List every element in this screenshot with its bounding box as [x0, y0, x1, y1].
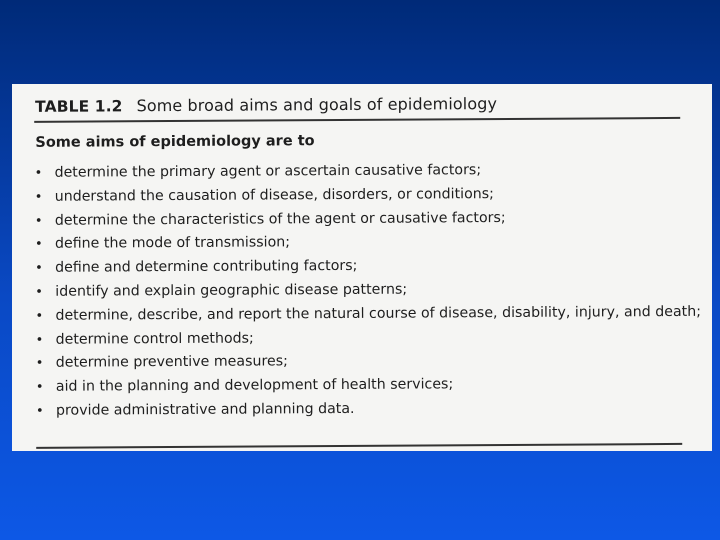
bullet-icon: • [35, 308, 44, 324]
bullet-icon: • [35, 284, 43, 300]
list-item-text: aid in the planning and development of health services; [55, 376, 454, 395]
list-item-text: determine control methods; [55, 330, 254, 348]
list-item-text: determine the primary agent or ascertain causative factors; [54, 162, 482, 181]
table-number: TABLE 1.2 [35, 97, 123, 116]
top-rule [34, 117, 680, 122]
list-item [36, 396, 702, 424]
table-title [35, 94, 497, 116]
aims-heading: Some aims of epidemiology are to [35, 133, 315, 151]
list-item-text: determine preventive measures; [55, 353, 288, 372]
bottom-rule [36, 443, 682, 448]
bullet-icon: • [35, 332, 44, 348]
aims-list [34, 158, 701, 424]
bullet-icon: • [34, 165, 43, 181]
bullet-icon: • [34, 189, 43, 205]
list-item-text: determine, describe, and report the natural course of disease, disability, injury, and death; [55, 303, 702, 324]
list-item-text: define the mode of transmission; [54, 234, 291, 253]
list-item-text: provide administrative and planning data. [55, 400, 355, 419]
bullet-icon: • [34, 237, 43, 253]
bullet-icon: • [35, 261, 43, 277]
list-item-text: define and determine contributing factors; [55, 258, 358, 276]
bullet-icon: • [35, 403, 44, 419]
table-caption: Some broad aims and goals of epidemiology [136, 94, 498, 116]
scanned-table-image [12, 84, 712, 451]
bullet-icon: • [35, 356, 44, 372]
list-item-text: understand the causation of disease, disorders, or conditions; [54, 185, 494, 205]
bullet-icon: • [34, 213, 43, 229]
list-item-text: identify and explain geographic disease patterns; [55, 281, 408, 300]
bullet-icon: • [35, 379, 44, 396]
table-page [12, 84, 712, 451]
list-item-text: determine the characteristics of the agent or causative factors; [54, 209, 506, 229]
